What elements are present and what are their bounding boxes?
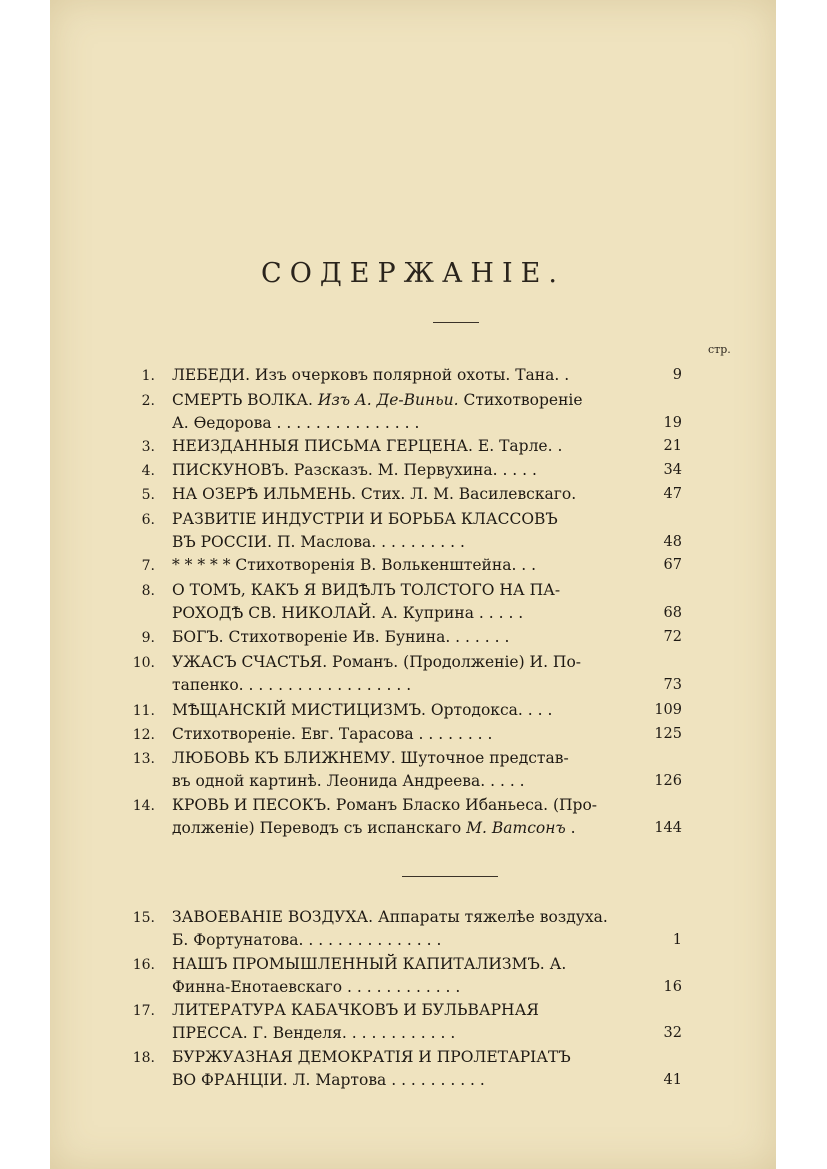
entry-text-line <box>172 437 562 455</box>
entry-text-line <box>172 1071 485 1089</box>
entry-text: А. Өедорова . . . . . . . . . . . . . . . <box>172 413 420 432</box>
entry-text-line <box>172 701 552 719</box>
entry-text-line <box>172 796 597 814</box>
entry-page-number: 21 <box>663 438 682 454</box>
entry-text: въ одной картинѣ. Леонида Андреева. . . . . <box>172 771 525 790</box>
entry-text-line <box>172 604 523 622</box>
entry-text: КРОВЬ И ПЕСОКЪ. Романъ Бласко Ибаньеса. (Про- <box>172 796 598 814</box>
entry-number: 14. <box>132 798 155 814</box>
entry-page-number: 73 <box>663 676 682 693</box>
entry-page-number: 1 <box>672 931 682 948</box>
entry-text: БОГЪ. Стихотвореніе Ив. Бунина. . . . . . . <box>172 628 510 646</box>
entry-page-number: 47 <box>663 486 682 502</box>
entry-text-line <box>172 653 581 671</box>
entry-number: 17. <box>132 1003 155 1019</box>
entry-text: Изъ А. Де-Виньи. <box>317 391 459 409</box>
entry-text: . <box>565 818 576 837</box>
entry-number: 10. <box>132 655 155 671</box>
page-title: СОДЕРЖАНІЕ. <box>261 258 565 289</box>
entry-text-line <box>172 749 569 767</box>
column-header: стр. <box>708 343 731 356</box>
entry-text-line <box>172 485 576 503</box>
entry-text-line <box>172 581 560 599</box>
entry-text-line <box>172 1048 571 1066</box>
entry-page-number: 67 <box>663 557 682 573</box>
entry-page-number: 126 <box>654 772 682 789</box>
entry-text: ВЪ РОССІИ. П. Маслова. . . . . . . . . . <box>172 532 465 551</box>
entry-text: Стихотвореніе. Евг. Тарасова . . . . . . . . <box>172 725 493 743</box>
entry-text-line <box>172 819 576 837</box>
entry-number: 4. <box>141 463 155 479</box>
entry-page-number: 34 <box>663 462 682 478</box>
entry-text: ПИСКУНОВЪ. Разсказъ. М. Первухина. . . . . <box>172 461 537 479</box>
entry-text-line <box>172 628 509 646</box>
entry-text: БУРЖУАЗНАЯ ДЕМОКРАТІЯ И ПРОЛЕТАРІАТЪ <box>172 1048 571 1066</box>
entry-page-number: 9 <box>672 367 682 383</box>
entry-text-line <box>172 931 441 949</box>
entry-text-line <box>172 908 608 926</box>
entry-number: 16. <box>132 957 155 973</box>
entry-page-number: 41 <box>663 1071 682 1088</box>
entry-text: ВО ФРАНЦІИ. Л. Мартова . . . . . . . . . . <box>172 1070 485 1089</box>
entry-page-number: 16 <box>663 978 682 995</box>
entry-text-line <box>172 676 411 694</box>
entry-text-line <box>172 978 460 996</box>
entry-number: 7. <box>141 558 155 574</box>
entry-text: Б. Фортунатова. . . . . . . . . . . . . . . <box>172 930 442 949</box>
entry-text: ЗАВОЕВАНІЕ ВОЗДУХА. Аппараты тяжелѣе воздуха. <box>172 908 608 926</box>
entry-number: 6. <box>141 512 155 528</box>
entry-number: 11. <box>132 703 155 719</box>
entry-page-number: 109 <box>654 702 682 718</box>
entry-text-line <box>172 510 558 528</box>
entry-number: 8. <box>141 583 155 599</box>
entry-text-line <box>172 1024 455 1042</box>
entry-number: 12. <box>132 727 155 743</box>
entry-text-line <box>172 366 569 384</box>
entry-text: О ТОМЪ, КАКЪ Я ВИДѢЛЪ ТОЛСТОГО НА ПА- <box>172 581 561 599</box>
entry-text: НАШЪ ПРОМЫШЛЕННЫЙ КАПИТАЛИЗМЪ. А. <box>172 955 567 973</box>
entry-text-line <box>172 461 537 479</box>
entry-text: ЛЕБЕДИ. Изъ очерковъ полярной охоты. Тана. . <box>172 366 570 384</box>
entry-number: 2. <box>141 393 155 409</box>
entry-text: тапенко. . . . . . . . . . . . . . . . . . <box>172 675 412 694</box>
entry-text-line <box>172 1001 539 1019</box>
entry-number: 3. <box>141 439 155 455</box>
entry-page-number: 19 <box>663 414 682 431</box>
entry-text: СМЕРТЬ ВОЛКА. <box>172 391 318 409</box>
entry-page-number: 48 <box>663 533 682 550</box>
divider-top <box>433 322 479 323</box>
entry-text: долженіе) Переводъ съ испанскаго <box>172 818 467 837</box>
entry-text-line <box>172 533 465 551</box>
entry-text: УЖАСЪ СЧАСТЬЯ. Романъ. (Продолженіе) И. По- <box>172 653 582 671</box>
entry-text-line <box>172 391 583 409</box>
entry-text: ЛИТЕРАТУРА КАБАЧКОВЪ И БУЛЬВАРНАЯ <box>172 1001 539 1019</box>
entry-text-line <box>172 556 536 574</box>
entry-number: 13. <box>132 751 155 767</box>
entry-text: РОХОДѢ СВ. НИКОЛАЙ. А. Куприна . . . . . <box>172 603 524 622</box>
divider-middle <box>402 876 498 877</box>
book-page <box>50 0 776 1169</box>
entry-text: НА ОЗЕРѢ ИЛЬМЕНЬ. Стих. Л. М. Василевскаго. <box>172 485 577 503</box>
entry-text: ЛЮБОВЬ КЪ БЛИЖНЕМУ. Шуточное представ- <box>172 749 569 767</box>
entry-text: Стихотвореніе <box>458 391 583 409</box>
entry-page-number: 72 <box>663 629 682 645</box>
entry-text: МѢЩАНСКІЙ МИСТИЦИЗМЪ. Ортодокса. . . . <box>172 701 553 719</box>
entry-text: РАЗВИТІЕ ИНДУСТРІИ И БОРЬБА КЛАССОВЪ <box>172 510 558 528</box>
entry-text: ПРЕССА. Г. Венделя. . . . . . . . . . . . <box>172 1023 456 1042</box>
entry-text-line <box>172 414 419 432</box>
entry-number: 9. <box>141 630 155 646</box>
entry-text: Финна-Енотаевскаго . . . . . . . . . . . . <box>172 977 461 996</box>
entry-text-line <box>172 955 566 973</box>
entry-number: 5. <box>141 487 155 503</box>
entry-page-number: 68 <box>663 604 682 621</box>
entry-number: 15. <box>132 910 155 926</box>
entry-number: 1. <box>141 368 155 384</box>
entry-text-line <box>172 725 492 743</box>
entry-text-line <box>172 772 525 790</box>
entry-page-number: 125 <box>654 726 682 742</box>
entry-text: М. Ватсонъ <box>466 818 566 837</box>
entry-number: 18. <box>132 1050 155 1066</box>
entry-page-number: 32 <box>663 1024 682 1041</box>
entry-text: * * * * * Стихотворенія В. Волькенштейна. . . <box>172 556 537 574</box>
entry-text: НЕИЗДАННЫЯ ПИСЬМА ГЕРЦЕНА. Е. Тарле. . <box>172 437 563 455</box>
entry-page-number: 144 <box>654 819 682 836</box>
